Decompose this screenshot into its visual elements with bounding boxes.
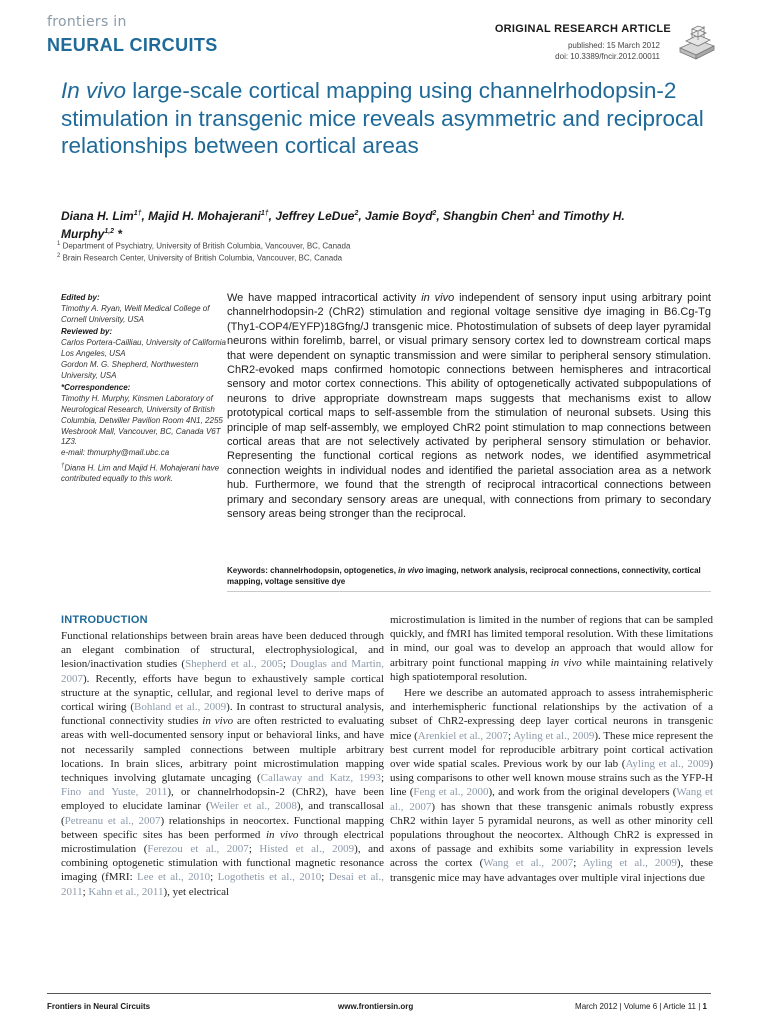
- body-text: ), yet electrical: [163, 885, 230, 898]
- contribution-mark: †: [61, 462, 65, 469]
- body-text: ;: [321, 871, 329, 884]
- keywords-italic: in vivo: [398, 566, 424, 575]
- citation-link[interactable]: Desai et al., 2011: [61, 871, 384, 898]
- body-text: ;: [380, 772, 384, 785]
- author-separator: ,: [436, 209, 443, 223]
- citation-link[interactable]: Bohland et al., 2009: [134, 701, 227, 714]
- author-affiliation-mark: 1,2: [104, 228, 115, 235]
- citation-link[interactable]: Histed et al., 2009: [259, 843, 355, 856]
- correspondence-address: Timothy H. Murphy, Kinsmen Laboratory of Neurological Research, University of British Columbia, Detwiller Pavilion Room 4N1, 2255 Wesbrook Mall, Vancouver, BC, Canada V6T 1Z3.: [61, 394, 223, 447]
- body-text: ;: [248, 843, 260, 856]
- author-affiliation-mark: 2: [354, 210, 359, 217]
- edited-by-label: Edited by:: [61, 293, 100, 302]
- correspondence-email[interactable]: e-mail: thmurphy@mail.ubc.ca: [61, 448, 170, 458]
- author-name[interactable]: Jamie Boyd: [365, 209, 433, 223]
- published-date: published: 15 March 2012: [567, 41, 660, 50]
- body-text: ) has shown that these transgenic animals robustly express ChR2 within layer 5 pyramidal neurons, as well as other minority cell populations throughout the neocortex. Although ChR2 is expressed in axons of passage and exhibits some variability in expression levels across the cortex (: [390, 800, 713, 870]
- page-number: 1: [702, 1002, 707, 1011]
- footer-divider: [47, 993, 711, 994]
- title-italic: In vivo: [61, 78, 127, 103]
- author-name[interactable]: Majid H. Mohajerani: [148, 209, 261, 223]
- reviewer: Gordon M. G. Shepherd, Northwestern University, USA: [61, 359, 199, 380]
- citation-link[interactable]: Wang et al., 2007: [483, 857, 574, 870]
- author-separator: ,: [268, 209, 276, 223]
- body-text: Here we describe an automated approach to assess intrahemispheric and interhemispheric functional relationships by the activation of a subset of ChR2-expressing deep layer cortical neurons in transgenic mice (: [390, 687, 713, 742]
- abstract-italic: in vivo: [421, 292, 455, 304]
- contribution-note: [61, 461, 231, 485]
- keywords-text: channelrhodopsin, optogenetics,: [267, 566, 399, 575]
- doi: doi: 10.3389/fncir.2012.00011: [555, 52, 660, 61]
- body-text: Functional relationships between brain areas have been deduced through an elegant combination of structural, electrophysiological, and lesion/inactivation studies (: [61, 630, 384, 671]
- body-text: microstimulation is limited in the number of regions that can be sampled quickly, and fMRI has limited temporal resolution. With these limitations in mind, our goal was to develop an approach that would allow for arbitrary point functional mapping: [390, 614, 713, 669]
- author-separator: and: [534, 209, 563, 223]
- citation-link[interactable]: Callaway and Katz, 1993: [260, 772, 381, 785]
- body-text: ;: [507, 729, 514, 742]
- keywords: [227, 566, 711, 588]
- body-text: ;: [210, 871, 218, 884]
- title-main: large-scale cortical mapping using channelrhodopsin-2 stimulation in transgenic mice reveals asymmetric and reciprocal relationships between cortical areas: [61, 78, 704, 158]
- body-text: ), and combining optogenetic stimulation with functional magnetic resonance imaging (fMRI:: [61, 843, 384, 884]
- keywords-label: Keywords:: [227, 566, 268, 575]
- body-column-left: [61, 629, 384, 899]
- affiliation-1: [57, 241, 350, 251]
- italic-text: in vivo: [265, 828, 299, 841]
- body-text: ), and transcallosal (: [61, 800, 385, 827]
- body-text: through electrical microstimulation (: [61, 828, 384, 856]
- author-name[interactable]: Jeffrey LeDue: [275, 209, 355, 223]
- citation-link[interactable]: Douglas and Martin, 2007: [61, 658, 384, 685]
- affiliation-text: Department of Psychiatry, University of British Columbia, Vancouver, BC, Canada: [62, 241, 351, 251]
- body-text: ). In contrast to structural analysis, functional connectivity studies: [61, 701, 384, 728]
- author-name[interactable]: Timothy H. Murphy: [61, 209, 625, 241]
- citation-link[interactable]: Fino and Yuste, 2011: [61, 786, 168, 799]
- body-text: ) relationships in neocortex. Functional mapping between specific sites has been performed: [61, 814, 384, 841]
- abstract-text: independent of sensory input using arbitrary point channelrhodopsin-2 (ChR2) stimulation and regional voltage sensitive dye imaging in B6.Cg-Tg (Thy1-COP4/EYFP)18Gfng/J transgenic mice. Photostimulation of subsets of deep layer pyramidal neurons within forelimb, barrel, or visual primary sensory cortex led to downstream cortical maps that were dependent on synaptic transmission and were similar to peripheral sensory stimulation. ChR2-evoked maps confirmed homotopic connections between hemispheres and intracortical sensory and motor cortex connections. This ability of optogenetically activated subpopulations of neurons to drive appropriate downstream maps suggests that mechanisms exist to allow prototypical cortical maps to self-assemble from the stimulation of neuronal subsets. Using this principle of map self-assembly, we employed ChR2 point stimulation to map connections between cortical areas that are not selectively activated by peripheral sensory stimulation or behavior. Representing the functional cortical regions as network nodes, we identified asymmetrical connection weights in individual nodes and identified the parietal association area as a network hub. Furthermore, we found that the strength of reciprocal intracortical connections between primary and secondary sensory areas are unequal, with connections from primary to secondary sensory areas being stronger than the reciprocal.: [227, 292, 711, 521]
- citation-link[interactable]: Feng et al., 2000: [413, 786, 489, 799]
- footer-journal: Frontiers in Neural Circuits: [47, 1002, 151, 1011]
- section-heading-introduction: INTRODUCTION: [61, 614, 148, 626]
- citation-link[interactable]: Ayling et al., 2009: [513, 729, 595, 742]
- author-affiliation-mark: 1†: [260, 210, 269, 217]
- body-text: ;: [282, 658, 291, 671]
- article-info-sidebar: [61, 293, 231, 485]
- divider: [227, 591, 711, 592]
- body-text: ), and work from the original developers (: [488, 786, 677, 799]
- citation-link[interactable]: Weiler et al., 2008: [209, 800, 297, 813]
- author-name[interactable]: Diana H. Lim: [61, 209, 134, 223]
- stacked-layers-logo-icon: [670, 14, 720, 64]
- citation-link[interactable]: Arenkiel et al., 2007: [417, 729, 508, 742]
- journal-name: NEURAL CIRCUITS: [47, 35, 218, 55]
- body-text: while maintaining relatively high spatiotemporal resolution.: [390, 656, 713, 683]
- footer-url[interactable]: www.frontiersin.org: [338, 1002, 414, 1011]
- body-text: ). These mice represent the best current model for reproducible arbitrary point cortical activation over wide spatial scales. Previous work by our lab (: [390, 729, 713, 771]
- article-title: [61, 77, 731, 160]
- journal-brand-top: frontiers in: [47, 14, 127, 30]
- body-text: ) using comparisons to other well known mouse strains such as the YFP-H line (: [390, 758, 713, 799]
- body-text: ). Recently, efforts have begun to exhaustively sample cortical structure at the synaptic, cellular, and regional level to derive maps of cortical wiring (: [61, 672, 384, 714]
- citation-link[interactable]: Petreanu et al., 2007: [64, 814, 161, 827]
- footer-issue: [575, 1002, 707, 1011]
- abstract: [227, 291, 711, 522]
- italic-text: in vivo: [550, 656, 582, 669]
- citation-link[interactable]: Ayling et al., 2009: [582, 857, 677, 870]
- affiliation-number: 1: [57, 241, 61, 247]
- author-affiliation-mark: 1†: [133, 210, 142, 217]
- citation-link[interactable]: Ferezou et al., 2007: [147, 843, 249, 856]
- reviewed-by-label: Reviewed by:: [61, 327, 113, 337]
- correspondence-label: *Correspondence:: [61, 383, 131, 393]
- author-affiliation-mark: 2: [432, 210, 437, 217]
- keywords-text: imaging, network analysis, reciprocal connections, connectivity, cortical mapping, voltage sensitive dye: [227, 566, 701, 586]
- author-name[interactable]: Shangbin Chen: [442, 209, 531, 223]
- contribution-text: Diana H. Lim and Majid H. Mohajerani have contributed equally to this work.: [61, 463, 220, 484]
- author-list: [61, 206, 681, 242]
- affiliation-2: [57, 253, 342, 263]
- author-separator: ,: [358, 209, 366, 223]
- citation-link[interactable]: Lee et al., 2010: [137, 871, 211, 884]
- affiliation-number: 2: [57, 253, 61, 259]
- body-text: are often restricted to evaluating areas with well-documented sensory input or behavioral links, and have not necessarily sampled connections between multiple arbitrary locations. In brain slices, arbitrary point microstimulation mapping techniques involving glutamate uncaging (: [61, 715, 384, 785]
- author-separator: ,: [141, 209, 149, 223]
- author-separator: *: [114, 227, 123, 241]
- citation-link[interactable]: Logothetis et al., 2010: [217, 871, 322, 884]
- citation-link[interactable]: Ayling et al., 2009: [625, 758, 710, 771]
- body-column-right: [390, 613, 713, 885]
- editor: Timothy A. Ryan, Weill Medical College of Cornell University, USA: [61, 303, 210, 324]
- body-text: ), or channelrhodopsin-2 (ChR2), have been employed to elucidate laminar (: [61, 786, 384, 813]
- body-text: ;: [82, 885, 89, 898]
- body-text: ), these transgenic mice may have advantages over multiple viral injections due: [390, 857, 714, 884]
- citation-link[interactable]: Shepherd et al., 2005: [185, 658, 283, 671]
- author-affiliation-mark: 1: [530, 210, 535, 217]
- article-type: ORIGINAL RESEARCH ARTICLE: [494, 23, 671, 35]
- footer-issue-text: March 2012 | Volume 6 | Article 11 |: [575, 1002, 701, 1011]
- abstract-text: We have mapped intracortical activity: [227, 292, 422, 304]
- citation-link[interactable]: Kahn et al., 2011: [88, 885, 164, 898]
- reviewer: Carlos Portera-Cailliau, University of California Los Angeles, USA: [61, 338, 226, 358]
- body-text: ;: [573, 857, 583, 870]
- citation-link[interactable]: Wang et al., 2007: [390, 786, 713, 813]
- affiliation-text: Brain Research Center, University of British Columbia, Vancouver, BC, Canada: [62, 253, 343, 263]
- italic-text: in vivo: [202, 715, 234, 728]
